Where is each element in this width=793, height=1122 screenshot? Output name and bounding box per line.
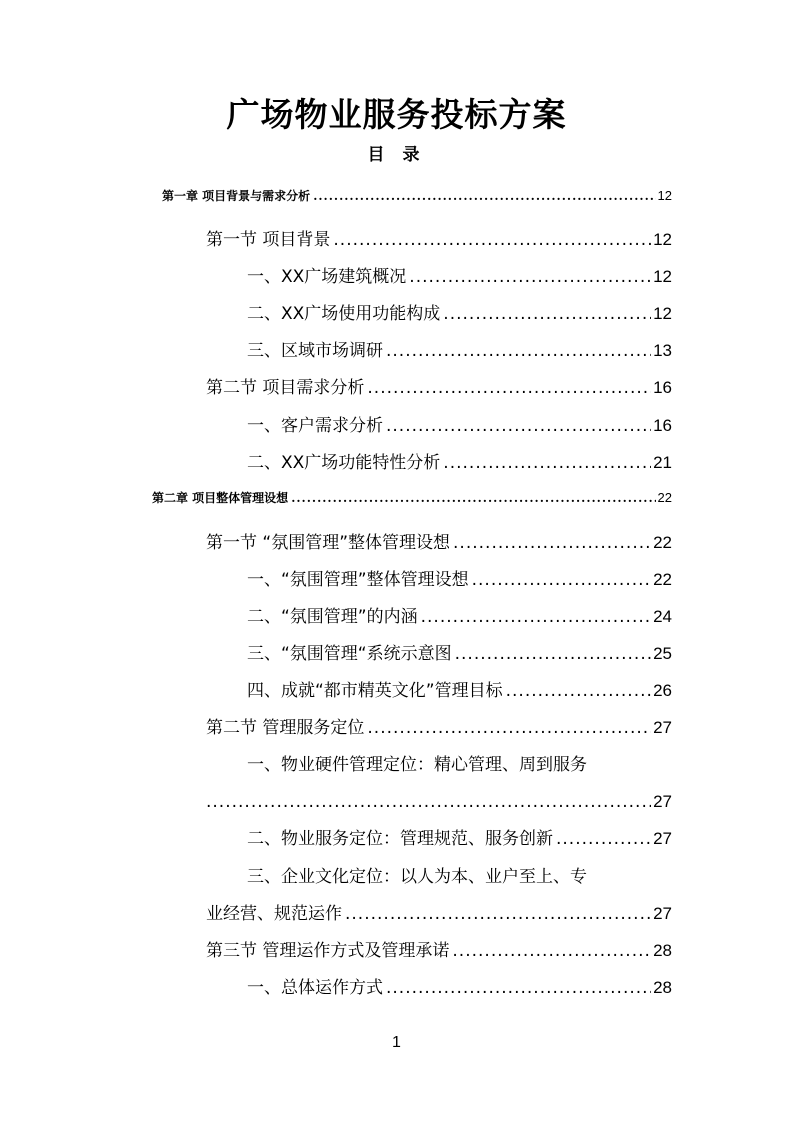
toc-entry-text: 第二节 项目需求分析 xyxy=(206,378,365,398)
toc-page-number: 27 xyxy=(653,829,672,848)
toc-chapter-1[interactable] xyxy=(162,185,672,207)
toc-page-number: 27 xyxy=(653,904,672,923)
toc-page-number: 22 xyxy=(653,533,672,552)
toc-item[interactable] xyxy=(247,675,672,707)
toc-page-number: 13 xyxy=(653,341,672,360)
toc-entry-text: 二、XX广场使用功能构成 xyxy=(247,304,441,324)
toc-leader-dots xyxy=(409,261,651,293)
toc-leader-dots xyxy=(345,898,651,930)
toc-page-number: 12 xyxy=(653,230,672,249)
toc-item[interactable] xyxy=(247,261,672,293)
toc-leader-dots xyxy=(452,935,651,967)
toc-entry-text: 三、区域市场调研 xyxy=(247,341,383,361)
toc-leader-dots xyxy=(206,786,651,818)
toc-item-wrapped-text[interactable]: 一、物业硬件管理定位：精心管理、周到服务 xyxy=(247,755,587,775)
toc-entry-text: 业经营、规范运作 xyxy=(206,904,342,924)
toc-entry-text: 第一节 项目背景 xyxy=(206,230,331,250)
toc-item[interactable] xyxy=(247,410,672,442)
toc-entry-text: 第三节 管理运作方式及管理承诺 xyxy=(206,941,450,961)
toc-entry-text: 二、“氛围管理”的内涵 xyxy=(247,607,418,627)
toc-item[interactable] xyxy=(247,447,672,479)
toc-item-wrapped-leader[interactable] xyxy=(206,786,672,818)
toc-item-wrapped-text[interactable]: 三、企业文化定位：以人为本、业户至上、专 xyxy=(247,867,587,887)
toc-item[interactable] xyxy=(247,601,672,633)
toc-entry-text: 一、“氛围管理”整体管理设想 xyxy=(247,570,469,590)
toc-page-number: 26 xyxy=(653,681,672,700)
toc-entry-text: 第二章 项目整体管理设想 xyxy=(152,491,289,505)
toc-item[interactable] xyxy=(247,823,672,855)
toc-entry-text: 四、成就“都市精英文化”管理目标 xyxy=(247,681,503,701)
toc-page-number: 12 xyxy=(653,267,672,286)
toc-section-2-1[interactable] xyxy=(206,527,672,559)
toc-item[interactable] xyxy=(247,298,672,330)
toc-item[interactable] xyxy=(247,638,672,670)
toc-entry-text: 第二节 管理服务定位 xyxy=(206,718,365,738)
toc-leader-dots xyxy=(313,185,655,207)
toc-entry-text: 一、总体运作方式 xyxy=(247,978,383,998)
toc-page-number: 28 xyxy=(653,978,672,997)
toc-leader-dots xyxy=(443,298,651,330)
toc-heading: 目 录 xyxy=(367,145,426,165)
toc-item[interactable] xyxy=(247,972,672,1004)
toc-leader-dots xyxy=(367,712,651,744)
toc-leader-dots xyxy=(291,487,655,509)
toc-leader-dots xyxy=(556,823,651,855)
toc-leader-dots xyxy=(421,601,651,633)
toc-page-number: 22 xyxy=(653,570,672,589)
toc-page-number: 21 xyxy=(653,453,672,472)
toc-leader-dots xyxy=(386,972,651,1004)
toc-entry-text: 二、物业服务定位：管理规范、服务创新 xyxy=(247,829,553,849)
toc-leader-dots xyxy=(386,410,651,442)
toc-item-wrapped-continuation[interactable] xyxy=(206,898,672,930)
toc-leader-dots xyxy=(386,335,651,367)
toc-item[interactable] xyxy=(247,335,672,367)
toc-leader-dots xyxy=(506,675,651,707)
toc-page-number: 16 xyxy=(653,378,672,397)
toc-entry-text: 三、“氛围管理“系统示意图 xyxy=(247,644,452,664)
toc-leader-dots xyxy=(455,638,651,670)
toc-entry-text: 第一章 项目背景与需求分析 xyxy=(162,189,311,203)
toc-section-1-2[interactable] xyxy=(206,372,672,404)
toc-page-number: 25 xyxy=(653,644,672,663)
toc-page-number: 27 xyxy=(653,792,672,811)
toc-entry-text: 一、XX广场建筑概况 xyxy=(247,267,407,287)
toc-page-number: 22 xyxy=(657,490,672,505)
toc-leader-dots xyxy=(453,527,651,559)
toc-page-number: 12 xyxy=(657,188,672,203)
toc-page-number: 27 xyxy=(653,718,672,737)
toc-leader-dots xyxy=(333,224,651,256)
toc-section-2-2[interactable] xyxy=(206,712,672,744)
toc-page-number: 16 xyxy=(653,416,672,435)
toc-entry-text: 一、客户需求分析 xyxy=(247,416,383,436)
document-title: 广场物业服务投标方案 xyxy=(226,95,567,134)
toc-leader-dots xyxy=(443,447,651,479)
toc-section-2-3[interactable] xyxy=(206,935,672,967)
toc-page-number: 24 xyxy=(653,607,672,626)
page-number: 1 xyxy=(392,1034,401,1051)
toc-page-number: 12 xyxy=(653,304,672,323)
toc-page-number: 28 xyxy=(653,941,672,960)
toc-leader-dots xyxy=(367,372,651,404)
toc-leader-dots xyxy=(472,564,651,596)
toc-section-1-1[interactable] xyxy=(206,224,672,256)
toc-chapter-2[interactable] xyxy=(152,487,672,509)
toc-entry-text: 第一节 “氛围管理”整体管理设想 xyxy=(206,533,451,553)
toc-entry-text: 二、XX广场功能特性分析 xyxy=(247,453,441,473)
toc-item[interactable] xyxy=(247,564,672,596)
